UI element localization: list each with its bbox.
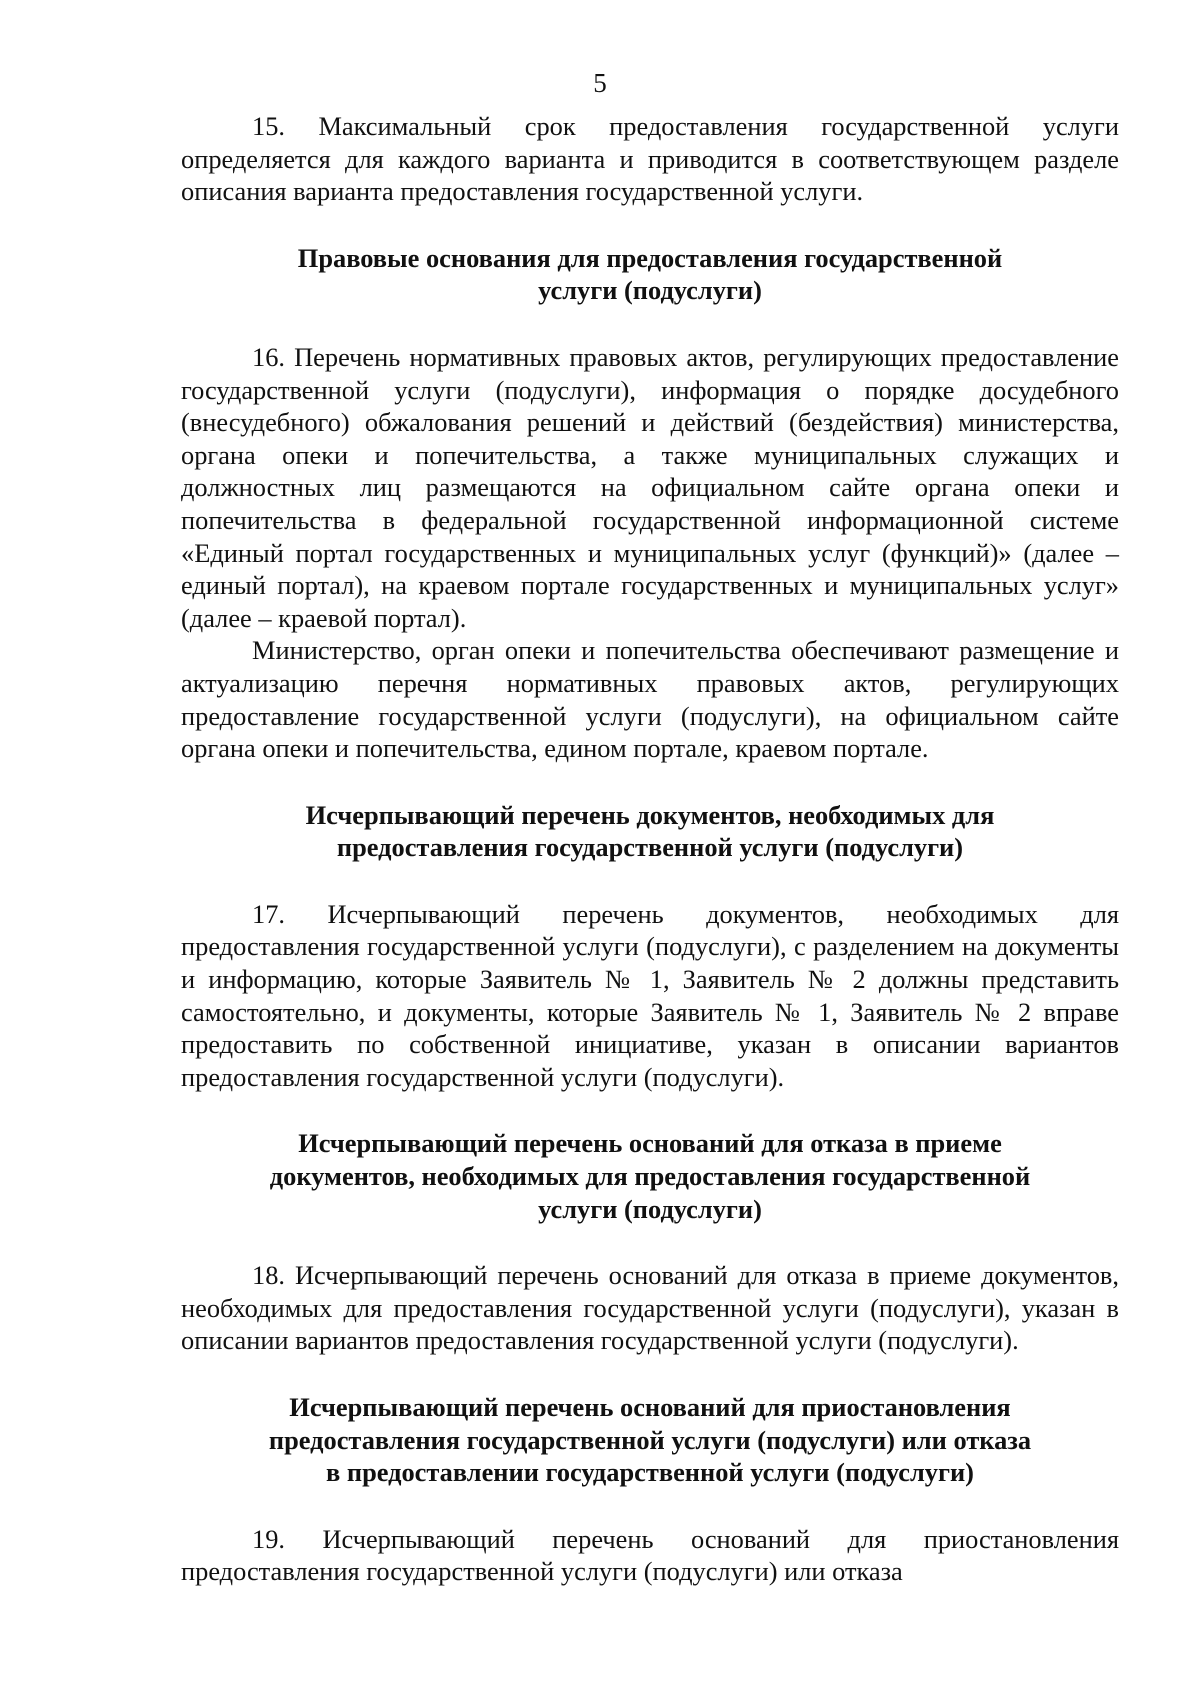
section-heading-suspension-grounds: [181, 1391, 1119, 1489]
section-heading-documents-list: [181, 799, 1119, 864]
heading-line: предоставления государственной услуги (подуслуги): [336, 832, 964, 863]
paragraph-19: 19. Исчерпывающий перечень оснований для приостановления предоставления государственной услуги (подуслуги) или отказа: [181, 1523, 1119, 1587]
heading-line: Исчерпывающий перечень документов, необходимых для: [305, 799, 995, 830]
document-body: [181, 110, 1119, 1588]
paragraph-17: 17. Исчерпывающий перечень документов, необходимых для предоставления государственной услуги (подуслуги), с разделением на документы и информацию, которые Заявитель № 1, Заявитель № 2 должны представить самостоятельно, и документы, которые Заявитель № 1, Заявитель № 2 вправе предоставить по собственной инициативе, указан в описании вариантов предоставления государственной услуги (подуслуги).: [181, 898, 1119, 1092]
page-number: 5: [593, 68, 607, 98]
paragraph-16: 16. Перечень нормативных правовых актов, регулирующих предоставление государственной услуги (подуслуги), информация о порядке досудебного (внесудебного) обжалования решений и действий (бездействия) министерства, органа опеки и попечительства, а также муниципальных служащих и должностных лиц размещаются на официальном сайте органа опеки и попечительства в федеральной государственной информационной системе «Единый портал государственных и муниципальных услуг (функций)» (далее – единый портал), на краевом портале государственных и муниципальных услуг» (далее – краевой портал).: [181, 341, 1119, 633]
heading-line: Исчерпывающий перечень оснований для отказа в приеме: [298, 1128, 1002, 1159]
heading-line: Правовые основания для предоставления государственной: [297, 242, 1003, 273]
section-heading-refusal-grounds: [181, 1127, 1119, 1225]
heading-line: документов, необходимых для предоставления государственной: [269, 1161, 1031, 1192]
heading-line: Исчерпывающий перечень оснований для приостановления: [289, 1392, 1011, 1422]
heading-line: услуги (подуслуги): [538, 275, 762, 306]
heading-line: услуги (подуслуги): [538, 1193, 762, 1224]
paragraph-18: 18. Исчерпывающий перечень оснований для отказа в приеме документов, необходимых для предоставления государственной услуги (подуслуги), указан в описании вариантов предоставления государственной услуги (подуслуги).: [181, 1260, 1119, 1356]
heading-line: в предоставлении государственной услуги (подуслуги): [326, 1457, 974, 1488]
paragraph-15: 15. Максимальный срок предоставления государственной услуги определяется для каждого варианта и приводится в соответствующем разделе описания варианта предоставления государственной услуги.: [181, 111, 1119, 207]
heading-line: предоставления государственной услуги (подуслуги) или отказа: [268, 1424, 1032, 1455]
section-heading-legal-basis: [181, 242, 1119, 307]
paragraph-16-continued: Министерство, орган опеки и попечительства обеспечивают размещение и актуализацию перечня нормативных правовых актов, регулирующих предоставление государственной услуги (подуслуги), на официальном сайте органа опеки и попечительства, едином портале, краевом портале.: [181, 635, 1119, 764]
